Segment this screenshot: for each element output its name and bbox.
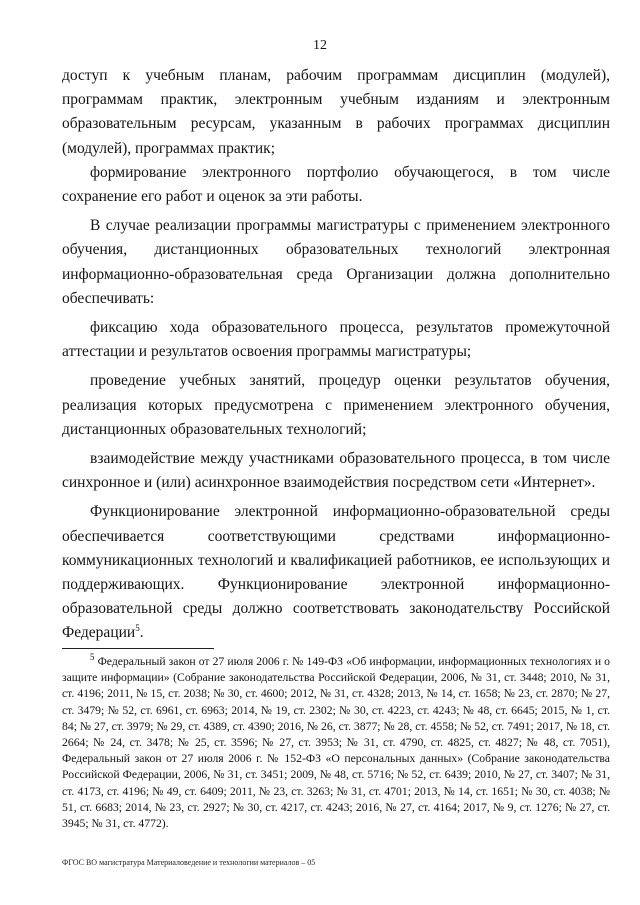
footnote-reference: 5 — [135, 623, 140, 634]
paragraph-classes: проведение учебных занятий, процедур оценки результатов обучения, реализация которых предусмотрена с применением электронного обучения, дистанционных образовательных технологий; — [62, 372, 610, 438]
paragraph-access: доступ к учебным планам, рабочим программам дисциплин (модулей), программам практик, электронным учебным изданиям и электронным образовательным ресурсам, указанным в рабочих программах дисциплин (модулей), программах практик; — [62, 67, 610, 157]
paragraph-interaction: взаимодействие между участниками образовательного процесса, в том числе синхронное и (или) асинхронное взаимодействия посредством сети «Интернет». — [62, 450, 610, 492]
paragraph-portfolio: формирование электронного портфолио обучающегося, в том числе сохранение его работ и оценок за эти работы. — [62, 163, 610, 206]
paragraph-fixation: фиксацию хода образовательного процесса, результатов промежуточной аттестации и результатов освоения программы магистратуры; — [62, 319, 610, 361]
paragraph-elearning-intro: В случае реализации программы магистратуры с применением электронного обучения, дистанционных образовательных технологий электронная информационно-образовательная среда Организации должна дополнительно обеспечивать: — [62, 217, 610, 307]
main-text — [62, 64, 610, 646]
footnote-divider — [62, 648, 214, 649]
paragraph-functioning: Функционирование электронной информационно-образовательной среды обеспечивается соответствующими средствами информационно-коммуникационных технологий и квалификацией работников, ее использующих и поддерживающих. Функционирование электронной информационно-образовательной среды должно соответствовать законодательству Российской Федерации$^5$. — [62, 503, 610, 642]
footnote — [62, 654, 610, 832]
footnote-text: Федеральный закон от 27 июля 2006 г. № 149-ФЗ «Об информации, информационных технологиях и о защите информации» (Собрание законодательства Российской Федерации, 2006, № 31, ст. 3448; 2010, № 31, ст. 4196; 2011, № 15, ст. 2038; № 30, ст. 4600; 2012, № 31, ст. 4328; 2013, № 14, ст. 1658; № 23, ст. 2870; № 27, ст. 3479; № 52, ст. 6961, ст. 6963; 2014, № 19, ст. 2302; № 30, ст. 4223, ст. 4243; № 48, ст. 6645; 2015, № 1, ст. 84; № 27, ст. 3979; № 29, ст. 4389, ст. 4390; 2016, № 26, ст. 3877; № 28, ст. 4558; № 52, ст. 7491; 2017, № 18, ст. 2664; № 24, ст. 3478; № 25, ст. 3596; № 27, ст. 3953; № 31, ст. 4790, ст. 4825, ст. 4827; № 48, ст. 7051), Федеральный закон от 27 июля 2006 г. № 152-ФЗ «О персональных данных» (Собрание законодательства Российской Федерации, 2006, № 31, ст. 3451; 2009, № 48, ст. 5716; № 52, ст. 6439; 2010, № 27, ст. 3407; № 31, ст. 4173, ст. 4196; № 49, ст. 6409; 2011, № 23, ст. 3263; № 31, ст. 4701; 2013, № 14, ст. 1651; № 30, ст. 4038; № 51, ст. 6683; 2014, № 23, ст. 2927; № 30, ст. 4217, ст. 4243; 2016, № 27, ст. 4164; 2017, № 9, ст. 1276; № 27, ст. 3945; № 31, ст. 4772). — [62, 655, 610, 831]
paragraph-functioning-text: Функционирование электронной информационно-образовательной среды обеспечивается соответствующими средствами информационно-коммуникационных технологий и квалификацией работников, ее использующих и поддерживающих. Функционирование электронной информационно-образовательной среды должно соответствовать законодательству Российской Федерации — [62, 503, 610, 642]
footnote-marker: 5 — [90, 652, 95, 663]
page-number: 12 — [313, 38, 327, 53]
page-footer: ФГОС ВО магистратура Материаловедение и технологии материалов – 05 — [62, 858, 316, 867]
